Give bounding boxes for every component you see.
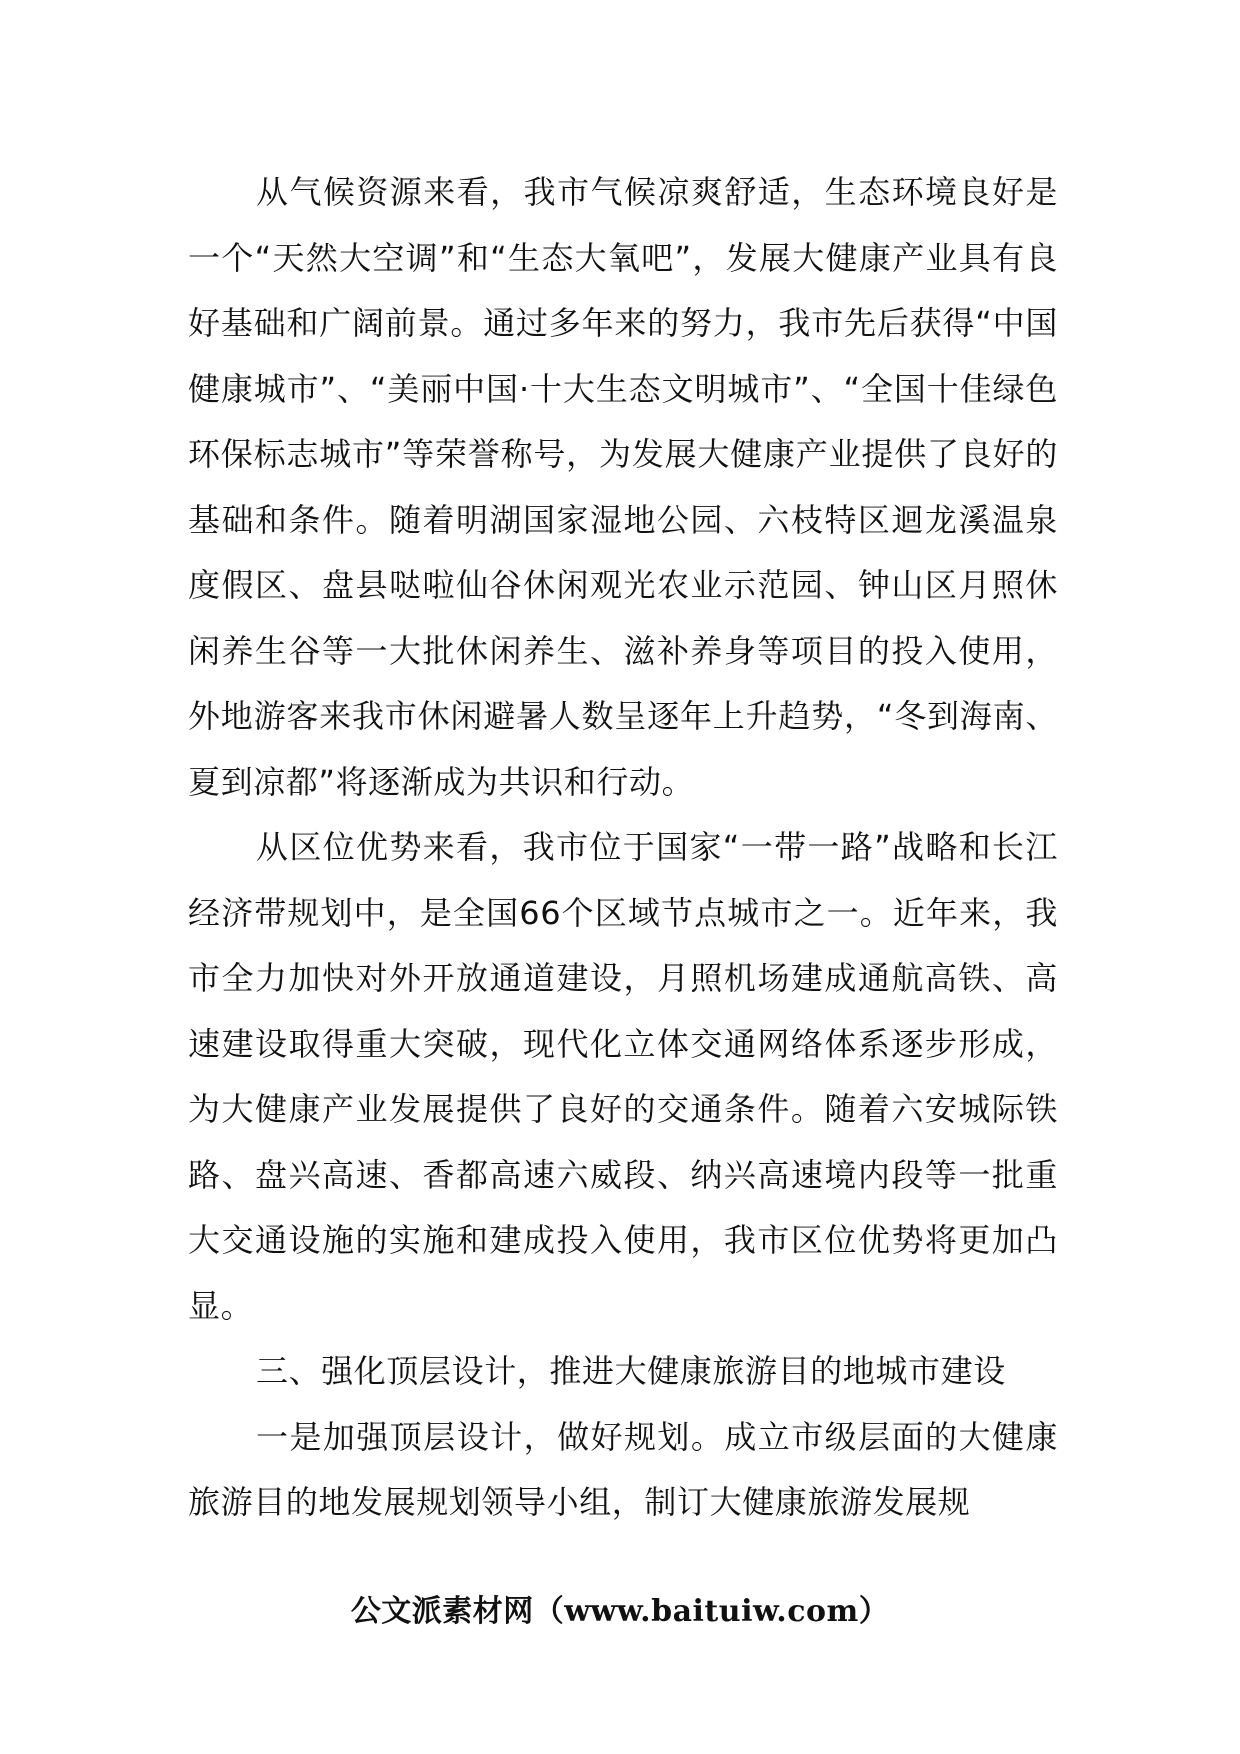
paragraph-location-advantage: 从区位优势来看，我市位于国家“一带一路”战略和长江经济带规划中，是全国66个区域节点城市之一。近年来，我市全力加快对外开放通道建设，月照机场建成通航高铁、高速建设取得重大突破，现代化立体交通网络体系逐步形成，为大健康产业发展提供了良好的交通条件。随着六安城际铁路、盘兴高速、香都高速六威段、纳兴高速境内段等一批重大交通设施的实施和建成投入使用，我市区位优势将更加凸显。 [188, 828, 1058, 1325]
paragraph-climate-resources: 从气候资源来看，我市气候凉爽舒适，生态环境良好是一个“天然大空调”和“生态大氧吧”，发展大健康产业具有良好基础和广阔前景。通过多年来的努力，我市先后获得“中国健康城市”、“美丽中国·十大生态文明城市”、“全国十佳绿色环保标志城市”等荣誉称号，为发展大健康产业提供了良好的基础和条件。随着明湖国家湿地公园、六枝特区迴龙溪温泉度假区、盘县哒啦仙谷休闲观光农业示范园、钟山区月照休闲养生谷等一大批休闲养生、滋补养身等项目的投入使用，外地游客来我市休闲避暑人数呈逐年上升趋势，“冬到海南、夏到凉都”将逐渐成为共识和行动。 [188, 173, 1058, 801]
paragraph-top-level-design: 一是加强顶层设计，做好规划。成立市级层面的大健康旅游目的地发展规划领导小组，制订大健康旅游发展规 [188, 1417, 1058, 1521]
section-heading: 三、强化顶层设计，推进大健康旅游目的地城市建设 [256, 1352, 1006, 1390]
footer-watermark: 公文派素材网（www.baituiw.com） [350, 1594, 890, 1629]
document-body [188, 160, 1058, 1536]
